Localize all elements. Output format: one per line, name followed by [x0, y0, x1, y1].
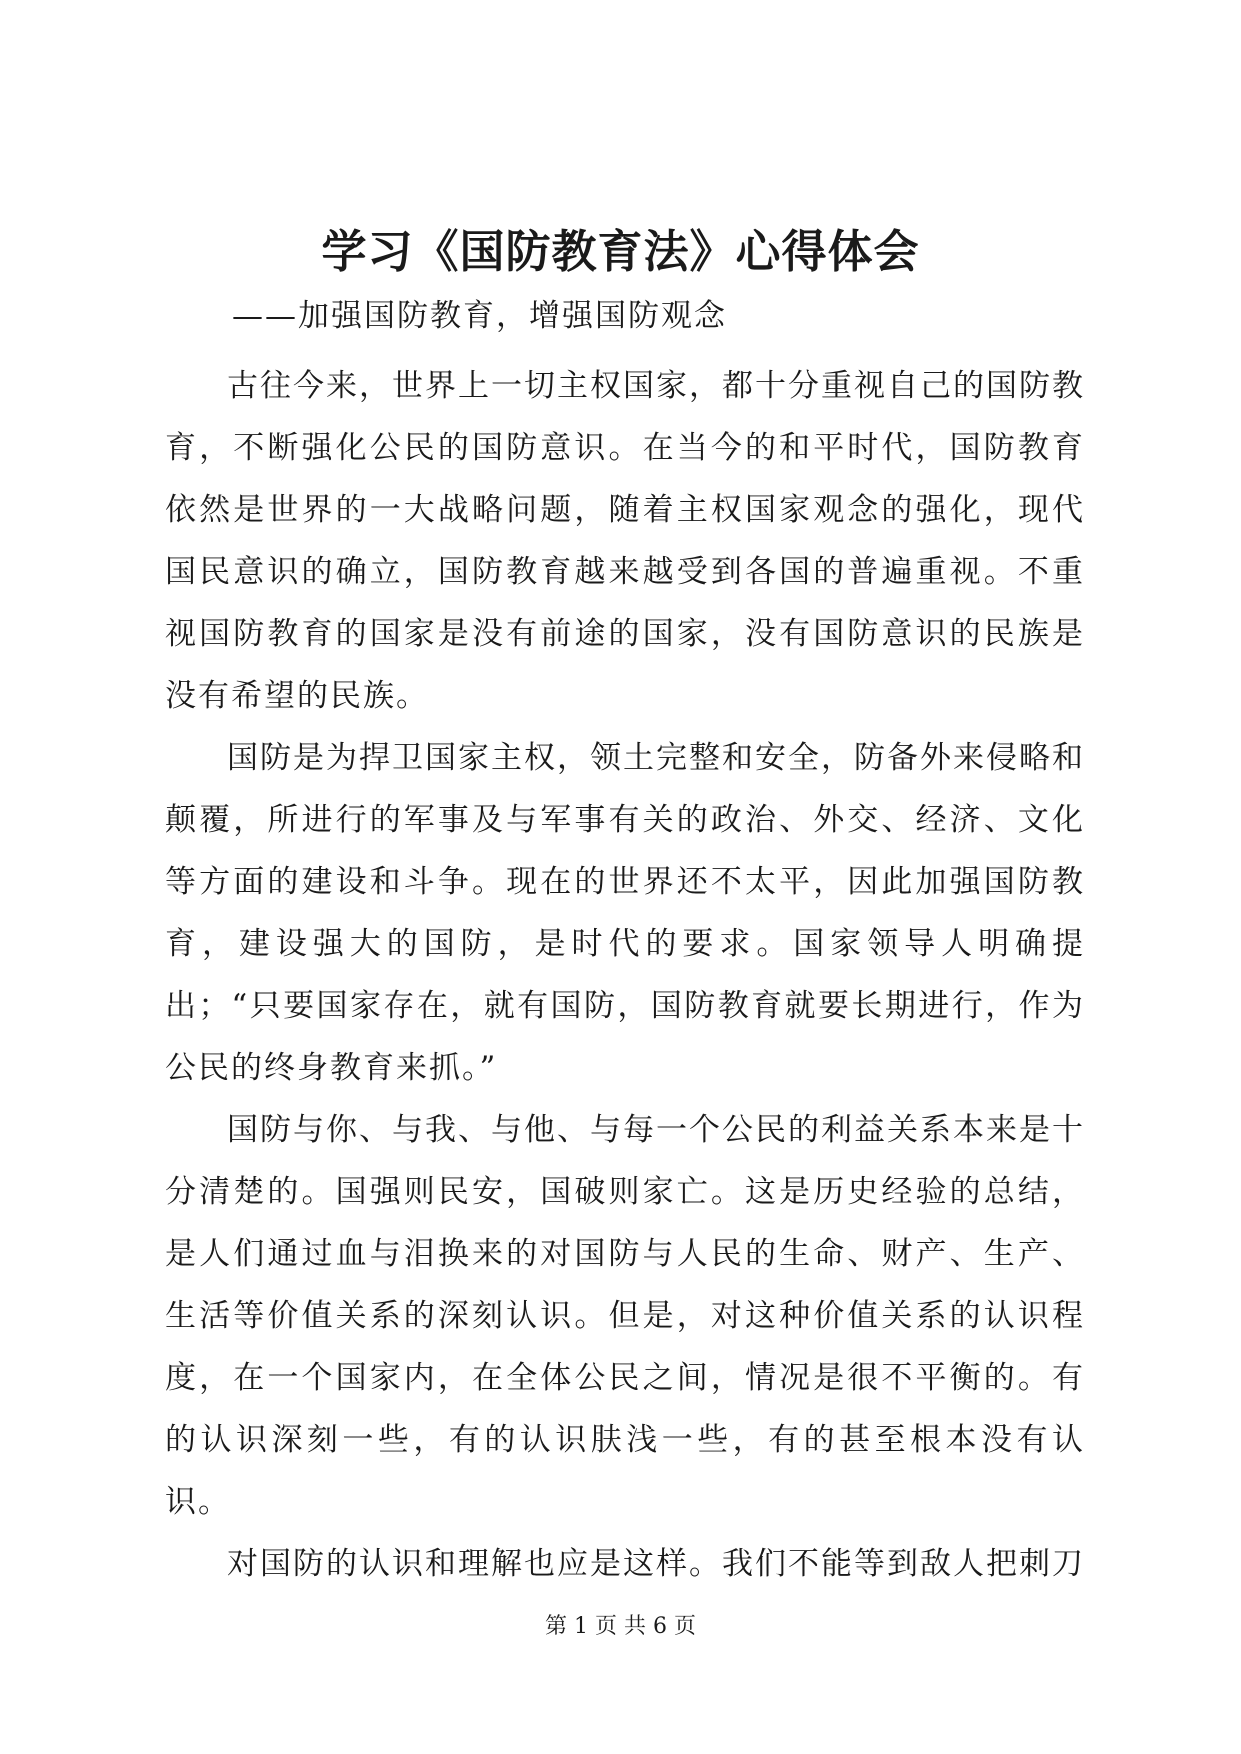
paragraph-3: 国防与你、与我、与他、与每一个公民的利益关系本来是十分清楚的。国强则民安，国破则家亡。这是历史经验的总结，是人们通过血与泪换来的对国防与人民的生命、财产、生产、生活等价值关系的深刻认识。但是，对这种价值关系的认识程度，在一个国家内，在全体公民之间，情况是很不平衡的。有的认识深刻一些，有的认识肤浅一些，有的甚至根本没有认识。 [165, 1112, 1085, 1520]
document-subtitle: ——加强国防教育，增强国防观念 [232, 298, 727, 334]
page-footer: 第 1 页 共 6 页 [545, 1614, 696, 1639]
document-title: 学习《国防教育法》心得体会 [321, 225, 920, 278]
document-body [165, 355, 1085, 1595]
paragraph-2: 国防是为捍卫国家主权，领土完整和安全，防备外来侵略和颠覆，所进行的军事及与军事有关的政治、外交、经济、文化等方面的建设和斗争。现在的世界还不太平，因此加强国防教育，建设强大的国防，是时代的要求。国家领导人明确提出；“只要国家存在，就有国防，国防教育就要长期进行，作为公民的终身教育来抓。” [165, 740, 1085, 1086]
paragraph-4: 对国防的认识和理解也应是这样。我们不能等到敌人把刺刀 [227, 1546, 1085, 1582]
paragraph-1: 古往今来，世界上一切主权国家，都十分重视自己的国防教育，不断强化公民的国防意识。在当今的和平时代，国防教育依然是世界的一大战略问题，随着主权国家观念的强化，现代国民意识的确立，国防教育越来越受到各国的普遍重视。不重视国防教育的国家是没有前途的国家，没有国防意识的民族是没有希望的民族。 [165, 368, 1085, 714]
